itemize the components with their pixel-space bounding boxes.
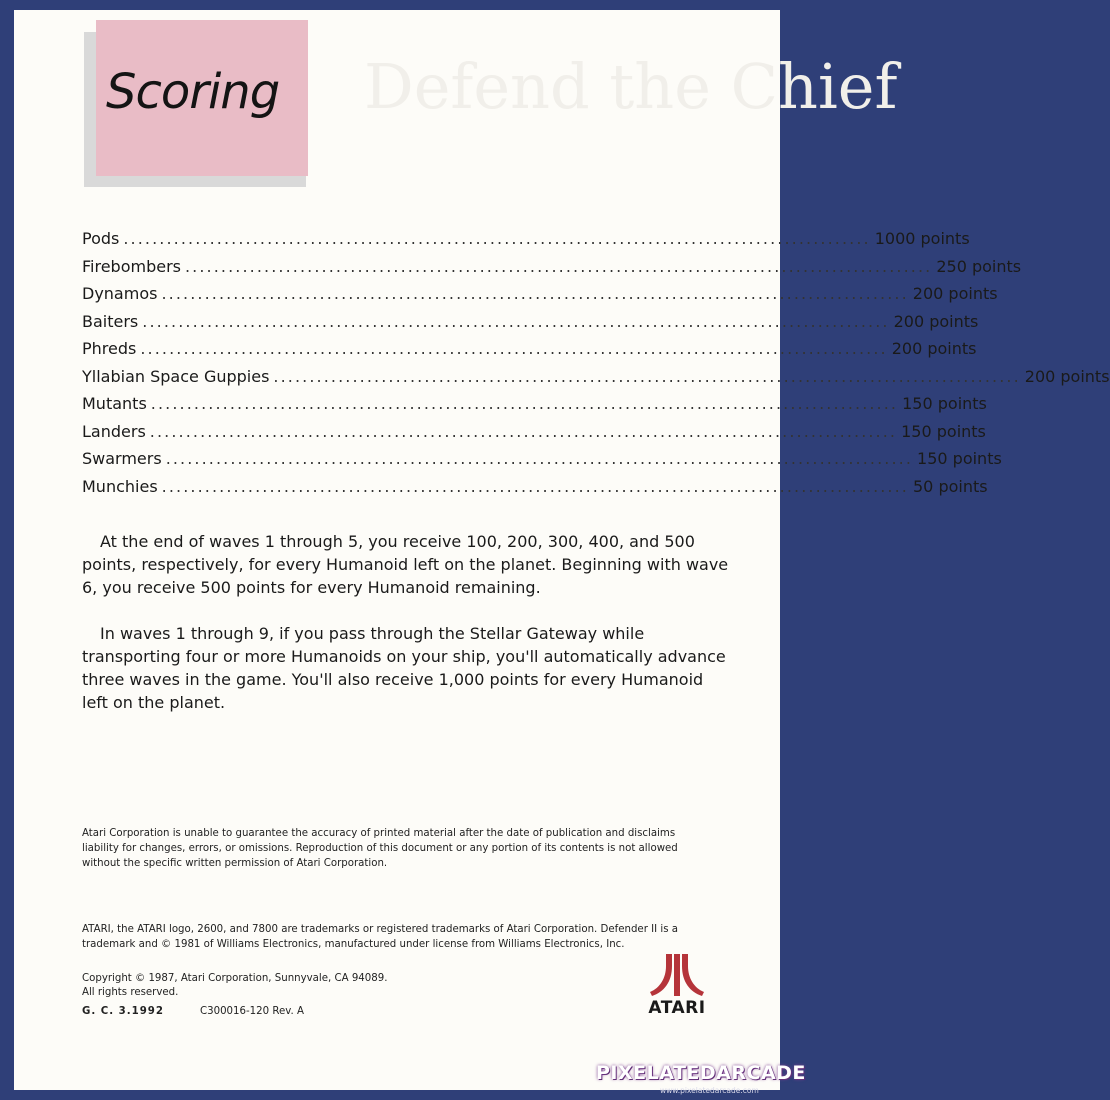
score-table xyxy=(82,229,1110,504)
dot-leader: ........................................................................................................ xyxy=(142,311,890,331)
enemy-points: 200 points xyxy=(912,284,998,303)
score-row xyxy=(82,229,970,257)
part-number: C300016-120 Rev. A xyxy=(200,1006,304,1017)
dot-leader: ........................................................................................................ xyxy=(123,229,871,248)
enemy-name: Baiters xyxy=(82,311,139,331)
enemy-name: Pods xyxy=(82,229,120,248)
atari-logo-text: ATARI xyxy=(648,998,706,1018)
dot-leader: ........................................................................................................ xyxy=(273,366,1021,386)
trademark-text: ATARI, the ATARI logo, 2600, and 7800 are trademarks or registered trademarks of Atari Corporation. Defender II is a trademark and © 1981 of Williams Electronics, manufactured under license from Williams Electronics, Inc. xyxy=(82,924,678,950)
enemy-name: Landers xyxy=(82,421,146,441)
score-row xyxy=(82,284,998,312)
dot-leader: ........................................................................................................ xyxy=(165,449,914,468)
print-code: G. C. 3.1992 xyxy=(82,1006,164,1017)
score-row xyxy=(82,476,988,505)
atari-logo xyxy=(644,952,710,1022)
enemy-name: Yllabian Space Guppies xyxy=(82,366,270,386)
enemy-points: 1000 points xyxy=(874,229,970,248)
dot-leader: ........................................................................................................ xyxy=(161,476,909,496)
score-row xyxy=(82,311,979,340)
disclaimer-text: Atari Corporation is unable to guarantee the accuracy of printed material after the date of publication and disclaims liability for changes, errors, or omissions. Reproduction of this document or any portion of its contents is not allowed without the specific written permission of Atari Corporation. xyxy=(82,828,678,869)
enemy-points: 50 points xyxy=(913,476,988,496)
dot-leader: ........................................................................................................ xyxy=(149,421,898,441)
dot-leader: ........................................................................................................ xyxy=(161,284,909,303)
score-row xyxy=(82,421,986,450)
wave-bonus-paragraph: At the end of waves 1 through 5, you receive 100, 200, 300, 400, and 500 points, respectively, for every Humanoid left on the planet. Beginning with wave 6, you receive 500 points for every Humanoid remaining. xyxy=(82,532,729,597)
enemy-name: Mutants xyxy=(82,394,147,413)
enemy-name: Phreds xyxy=(82,339,137,358)
score-row xyxy=(82,449,1002,477)
enemy-name: Dynamos xyxy=(82,284,158,303)
enemy-points: 200 points xyxy=(891,339,977,358)
dot-leader: ........................................................................................................ xyxy=(185,256,933,276)
page-title: Scoring xyxy=(106,64,280,120)
atari-fuji-icon xyxy=(644,952,710,998)
enemy-name: Firebombers xyxy=(82,256,181,276)
score-row xyxy=(82,339,977,367)
enemy-points: 150 points xyxy=(901,421,986,441)
copyright-block xyxy=(82,972,582,1000)
enemy-points: 200 points xyxy=(1024,366,1110,386)
stellar-gateway-paragraph: In waves 1 through 9, if you pass through the Stellar Gateway while transporting four or more Humanoids on your ship, you'll automatically advance three waves in the game. You'll also receive 1,000 points for every Humanoid left on the planet. xyxy=(82,624,726,712)
dot-leader: ........................................................................................................ xyxy=(150,394,899,413)
watermark-url: www.pixelatedarcade.com xyxy=(660,1086,759,1095)
enemy-name: Swarmers xyxy=(82,449,162,468)
enemy-points: 150 points xyxy=(902,394,987,413)
enemy-points: 200 points xyxy=(893,311,979,331)
enemy-points: 150 points xyxy=(917,449,1002,468)
rights-line: All rights reserved. xyxy=(82,987,179,998)
dot-leader: ........................................................................................................ xyxy=(140,339,888,358)
bleed-through-text: Defend the Chief xyxy=(364,50,898,123)
enemy-points: 250 points xyxy=(936,256,1022,276)
copyright-line: Copyright © 1987, Atari Corporation, Sunnyvale, CA 94089. xyxy=(82,973,388,984)
watermark-logo: PIXELATEDARCADE xyxy=(596,1062,806,1084)
enemy-name: Munchies xyxy=(82,476,158,496)
manual-page xyxy=(14,10,1110,1090)
score-row xyxy=(82,366,1110,395)
score-row xyxy=(82,394,987,422)
score-row xyxy=(82,256,1022,285)
